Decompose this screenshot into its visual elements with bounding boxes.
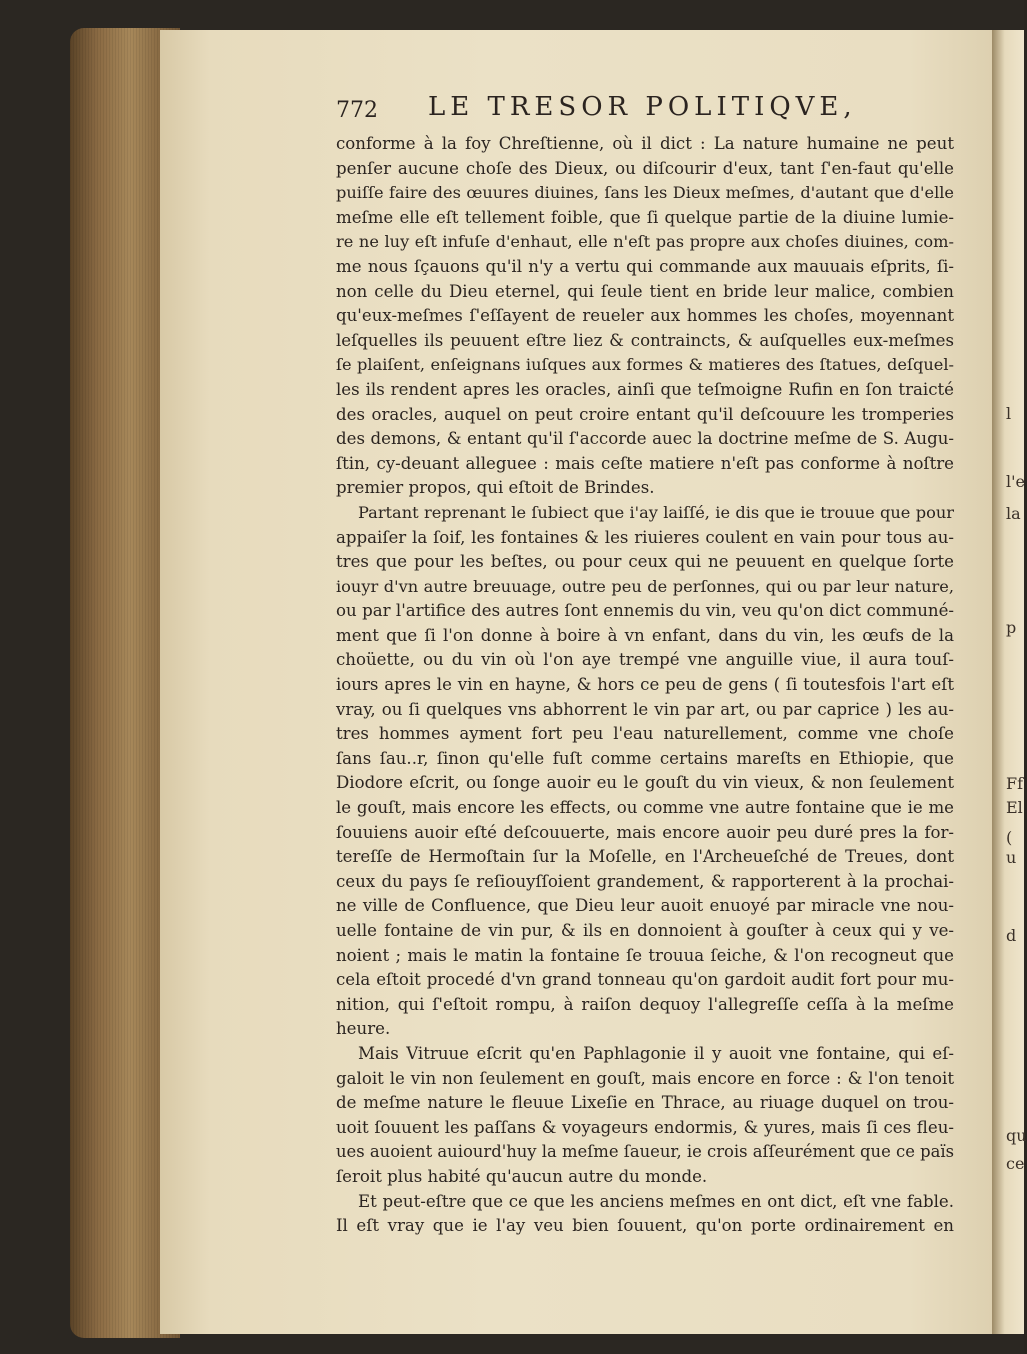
text-line: conforme à la foy Chreſtienne, où il dict : La nature humaine ne peut	[336, 134, 954, 153]
text-line: iouyr d'vn autre breuuage, outre peu de perſonnes, qui ou par leur nature,	[336, 576, 954, 596]
text-line: ſans ſau..r, ſinon qu'elle fuſt comme certains mareſts en Ethiopie, que	[336, 748, 954, 768]
text-line: des oracles, auquel on peut croire entant qu'il deſcouure les tromperies	[336, 404, 954, 424]
paragraph-start-line: Partant reprenant le ſubiect que i'ay laiſſé, ie dis que ie trouue que pour	[358, 502, 954, 522]
text-line: puiſſe faire des œuures diuines, ſans les Dieux meſmes, d'autant que d'elle	[336, 183, 954, 203]
adjacent-fragment: Ff	[1006, 774, 1024, 793]
text-line: tereſſe de Hermoſtain ſur la Moſelle, en l'Archeueſché de Treues, dont	[336, 847, 954, 867]
adjacent-fragment: qu	[1006, 1126, 1027, 1145]
text-line: nition, qui ſ'eſtoit rompu, à raiſon dequoy l'allegreſſe ceſſa à la meſme	[336, 994, 954, 1014]
text-line: tres que pour les beſtes, ou pour ceux qui ne peuuent en quelque ſorte	[336, 552, 954, 572]
text-line: penſer aucune choſe des Dieux, ou diſcourir d'eux, tant ſ'en-faut qu'elle	[336, 158, 954, 178]
adjacent-fragment: l	[1006, 404, 1012, 423]
text-line: le gouſt, mais encore les effects, ou comme vne autre fontaine que ie me	[336, 798, 954, 818]
text-line: iours apres le vin en hayne, & hors ce peu de gens ( ſi toutesfois l'art eſt	[336, 675, 954, 695]
text-line: ne ville de Confluence, que Dieu leur auoit enuoyé par miracle vne nou-	[336, 896, 954, 916]
text-line: qu'eux-meſmes ſ'eſſayent de reueler aux hommes les choſes, moyennant	[336, 306, 954, 326]
text-line: noient ; mais le matin la fontaine ſe trouua ſeiche, & l'on recogneut que	[336, 945, 954, 965]
text-line: ou par l'artifice des autres ſont ennemis du vin, veu qu'on dict communé-	[336, 601, 954, 621]
text-line: galoit le vin non ſeulement en gouſt, mais encore en force : & l'on tenoit	[336, 1068, 954, 1088]
text-line: uoit ſouuent les paſſans & voyageurs endormis, & yures, mais ſi ces fleu-	[336, 1117, 954, 1137]
text-line: cela eſtoit procedé d'vn grand tonneau qu'on gardoit audit fort pour mu-	[336, 970, 954, 990]
adjacent-fragment: la	[1006, 504, 1021, 523]
text-line: des demons, & entant qu'il ſ'accorde auec la doctrine meſme de S. Augu-	[336, 429, 954, 449]
page-number: 772	[336, 98, 378, 123]
text-line: ſouuiens auoir eſté deſcouuerte, mais encore auoir peu duré pres la for-	[336, 822, 954, 842]
text-line: de meſme nature le fleuue Lixeſie en Thrace, au riuage duquel on trou-	[336, 1093, 954, 1113]
text-line: meſme elle eſt tellement foible, que ſi quelque partie de la diuine lumie-	[336, 207, 954, 227]
adjacent-fragment: u	[1006, 848, 1017, 867]
text-line: Il eſt vray que ie l'ay veu bien ſouuent, qu'on porte ordinairement en	[336, 1216, 954, 1236]
text-line: ſtin, cy-deuant alleguee : mais ceſte matiere n'eſt pas conforme à noſtre	[336, 453, 954, 473]
text-line: ſe plaiſent, enſeignans iuſques aux formes & matieres des ſtatues, deſquel-	[336, 355, 954, 375]
text-line: les ils rendent apres les oracles, ainſi que teſmoigne Rufin en ſon traicté	[336, 379, 954, 399]
adjacent-fragment: p	[1006, 618, 1017, 637]
text-line: re ne luy eſt infuſe d'enhaut, elle n'eſt pas propre aux choſes diuines, com-	[336, 232, 954, 252]
text-line: ues auoient auiourd'huy la meſme ſaueur, ie crois aſſeurément que ce païs	[336, 1142, 955, 1162]
text-line: uelle fontaine de vin pur, & ils en donnoient à gouſter à ceux qui y ve-	[336, 921, 954, 940]
text-line: appaiſer la ſoif, les fontaines & les riuieres coulent en vain pour tous au-	[336, 527, 954, 547]
adjacent-fragment: ce	[1006, 1154, 1025, 1173]
adjacent-fragment: d	[1006, 926, 1017, 945]
text-line: me nous ſçauons qu'il n'y a vertu qui commande aux mauuais eſprits, ſi-	[336, 256, 954, 276]
paragraph-start-line: Mais Vitruue eſcrit qu'en Paphlagonie il y auoit vne fontaine, qui eſ-	[358, 1043, 954, 1063]
text-line: ſeroit plus habité qu'aucun autre du monde.	[336, 1166, 708, 1186]
text-line: vray, ou ſi quelques vns abhorrent le vin par art, ou par caprice ) les au-	[336, 699, 954, 719]
running-title: LE TRESOR POLITIQVE,	[428, 92, 857, 122]
page-header	[336, 90, 956, 130]
paragraph-start-line: Et peut-eſtre que ce que les anciens meſmes en ont dict, eſt vne fable.	[358, 1191, 954, 1211]
text-line: ceux du pays ſe reſiouyſſoient grandement, & rapporterent à la prochai-	[336, 871, 954, 891]
adjacent-fragment: El	[1006, 798, 1023, 817]
adjacent-page-strip	[992, 30, 1027, 1334]
text-line: tres hommes ayment fort peu l'eau naturellement, comme vne choſe	[336, 724, 954, 744]
text-line: heure.	[336, 1019, 391, 1039]
text-line: leſquelles ils peuuent eſtre liez & contraincts, & auſquelles eux-meſmes	[336, 330, 954, 350]
adjacent-fragment: l'e	[1006, 472, 1025, 491]
text-line: premier propos, qui eſtoit de Brindes.	[336, 478, 655, 498]
body-text	[336, 132, 954, 1239]
adjacent-fragment: (	[1006, 828, 1013, 847]
text-line: ment que ſi l'on donne à boire à vn enfant, dans du vin, les œufs de la	[336, 625, 954, 645]
text-line: choüette, ou du vin où l'on aye trempé vne anguille viue, il aura touſ-	[336, 650, 954, 670]
text-line: Diodore eſcrit, ou ſonge auoir eu le gouſt du vin vieux, & non ſeulement	[336, 773, 954, 793]
text-line: non celle du Dieu eternel, qui ſeule tient en bride leur malice, combien	[336, 281, 954, 301]
